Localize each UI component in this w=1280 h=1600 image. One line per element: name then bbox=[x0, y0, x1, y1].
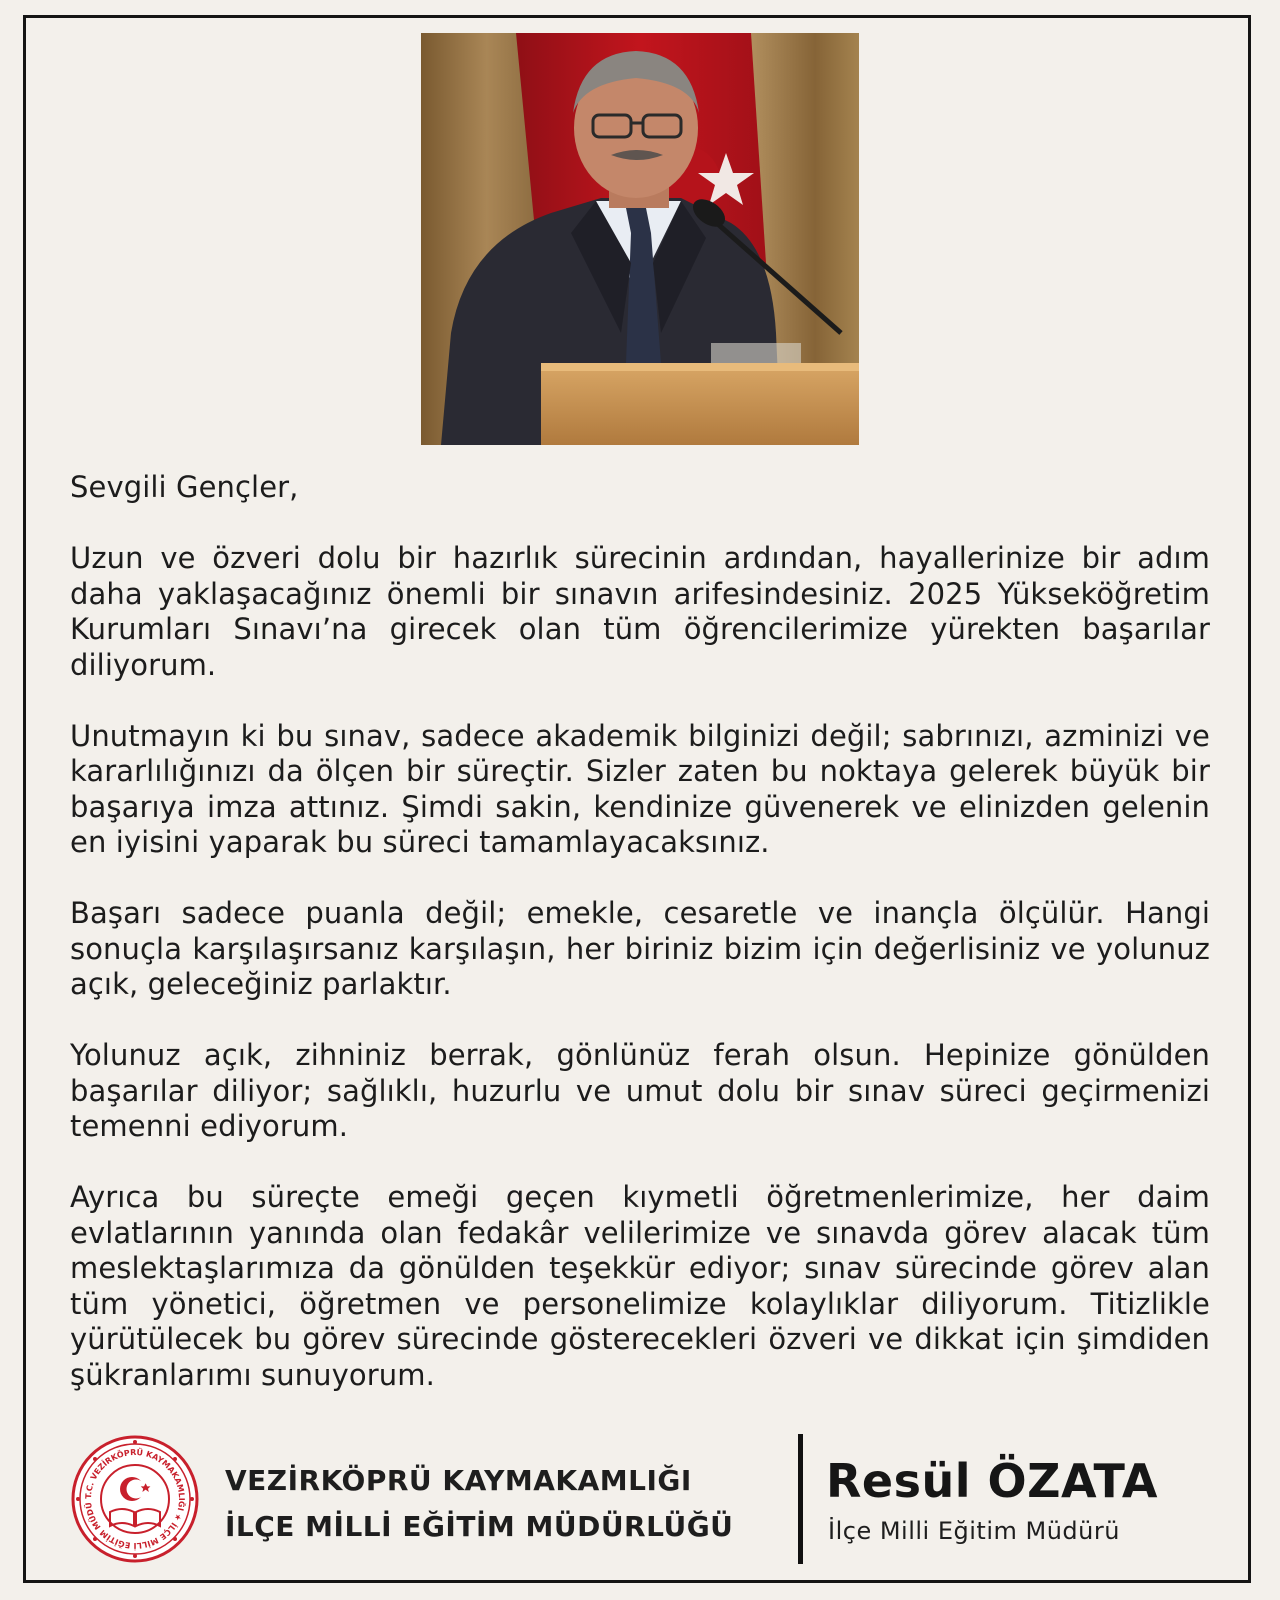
institution-line-1: VEZİRKÖPRÜ KAYMAKAMLIĞI bbox=[225, 1464, 692, 1497]
paragraph-1: Uzun ve özveri dolu bir hazırlık sürecinin ardından, hayallerinize bir adım daha yaklaşacağınız önemli bir sınavın arifesindesiniz. 2025 Yükseköğretim Kurumları Sınavı’na girecek olan tüm öğrencilerimize yürekten başarılar diliyorum. bbox=[70, 541, 1210, 682]
paragraph-5: Ayrıca bu süreçte emeği geçen kıymetli öğretmenlerimize, her daim evlatlarının yanında olan fedakâr velilerimize ve sınavda görev alacak tüm meslektaşlarımıza da gönülden teşekkür ediyor; sınav sürecinde görev alan tüm yönetici, öğretmen ve personelimize kolaylıklar diliyorum. Titizlikle yürütülecek bu görev sürecinde gösterecekleri özveri ve dikkat için şimdiden şükranlarımı sunuyorum. bbox=[70, 1180, 1210, 1392]
paragraph-2: Unutmayın ki bu sınav, sadece akademik bilginizi değil; sabrınızı, azminizi ve kararlılığınızı da ölçen bir süreçtir. Sizler zaten bu noktaya gelerek büyük bir başarıya imza attınız. Şimdi sakin, kendinize güvenerek ve elinizden gelenin en iyisini yaparak bu süreci tamamlayacaksınız. bbox=[70, 718, 1210, 859]
institution-line-2: İLÇE MİLLİ EĞİTİM MÜDÜRLÜĞÜ bbox=[225, 1510, 734, 1543]
paragraph-3: Başarı sadece puanla değil; emekle, cesaretle ve inançla ölçülür. Hangi sonuçla karşılaşırsanız karşılaşın, her biriniz bizim için değerlisiniz ve yolunuz açık, geleceğiniz parlaktır. bbox=[70, 896, 1210, 1001]
greeting: Sevgili Gençler, bbox=[70, 470, 299, 504]
paragraph-4: Yolunuz açık, zihniniz berrak, gönlünüz ferah olsun. Hepinize gönülden başarılar diliyor; sağlıklı, huzurlu ve umut dolu bir sınav süreci geçirmenizi temenni ediyorum. bbox=[70, 1038, 1210, 1143]
footer-divider bbox=[798, 1434, 803, 1564]
svg-text:T.C. VEZİRKÖPRÜ KAYMAKAMLIĞI ★: T.C. VEZİRKÖPRÜ KAYMAKAMLIĞI ★ İLÇE MİLLİ EĞİTİM MÜDÜ bbox=[83, 1447, 187, 1551]
signatory-title: İlçe Milli Eğitim Müdürü bbox=[828, 1517, 1120, 1545]
speaker-photo bbox=[421, 33, 859, 445]
letter-body bbox=[70, 470, 1210, 1429]
signatory-name: Resül ÖZATA bbox=[826, 1454, 1158, 1508]
ministry-seal-logo bbox=[70, 1434, 200, 1564]
institution-name bbox=[225, 1458, 733, 1550]
speaker-photo-image bbox=[421, 33, 859, 445]
footer bbox=[70, 1430, 1210, 1570]
